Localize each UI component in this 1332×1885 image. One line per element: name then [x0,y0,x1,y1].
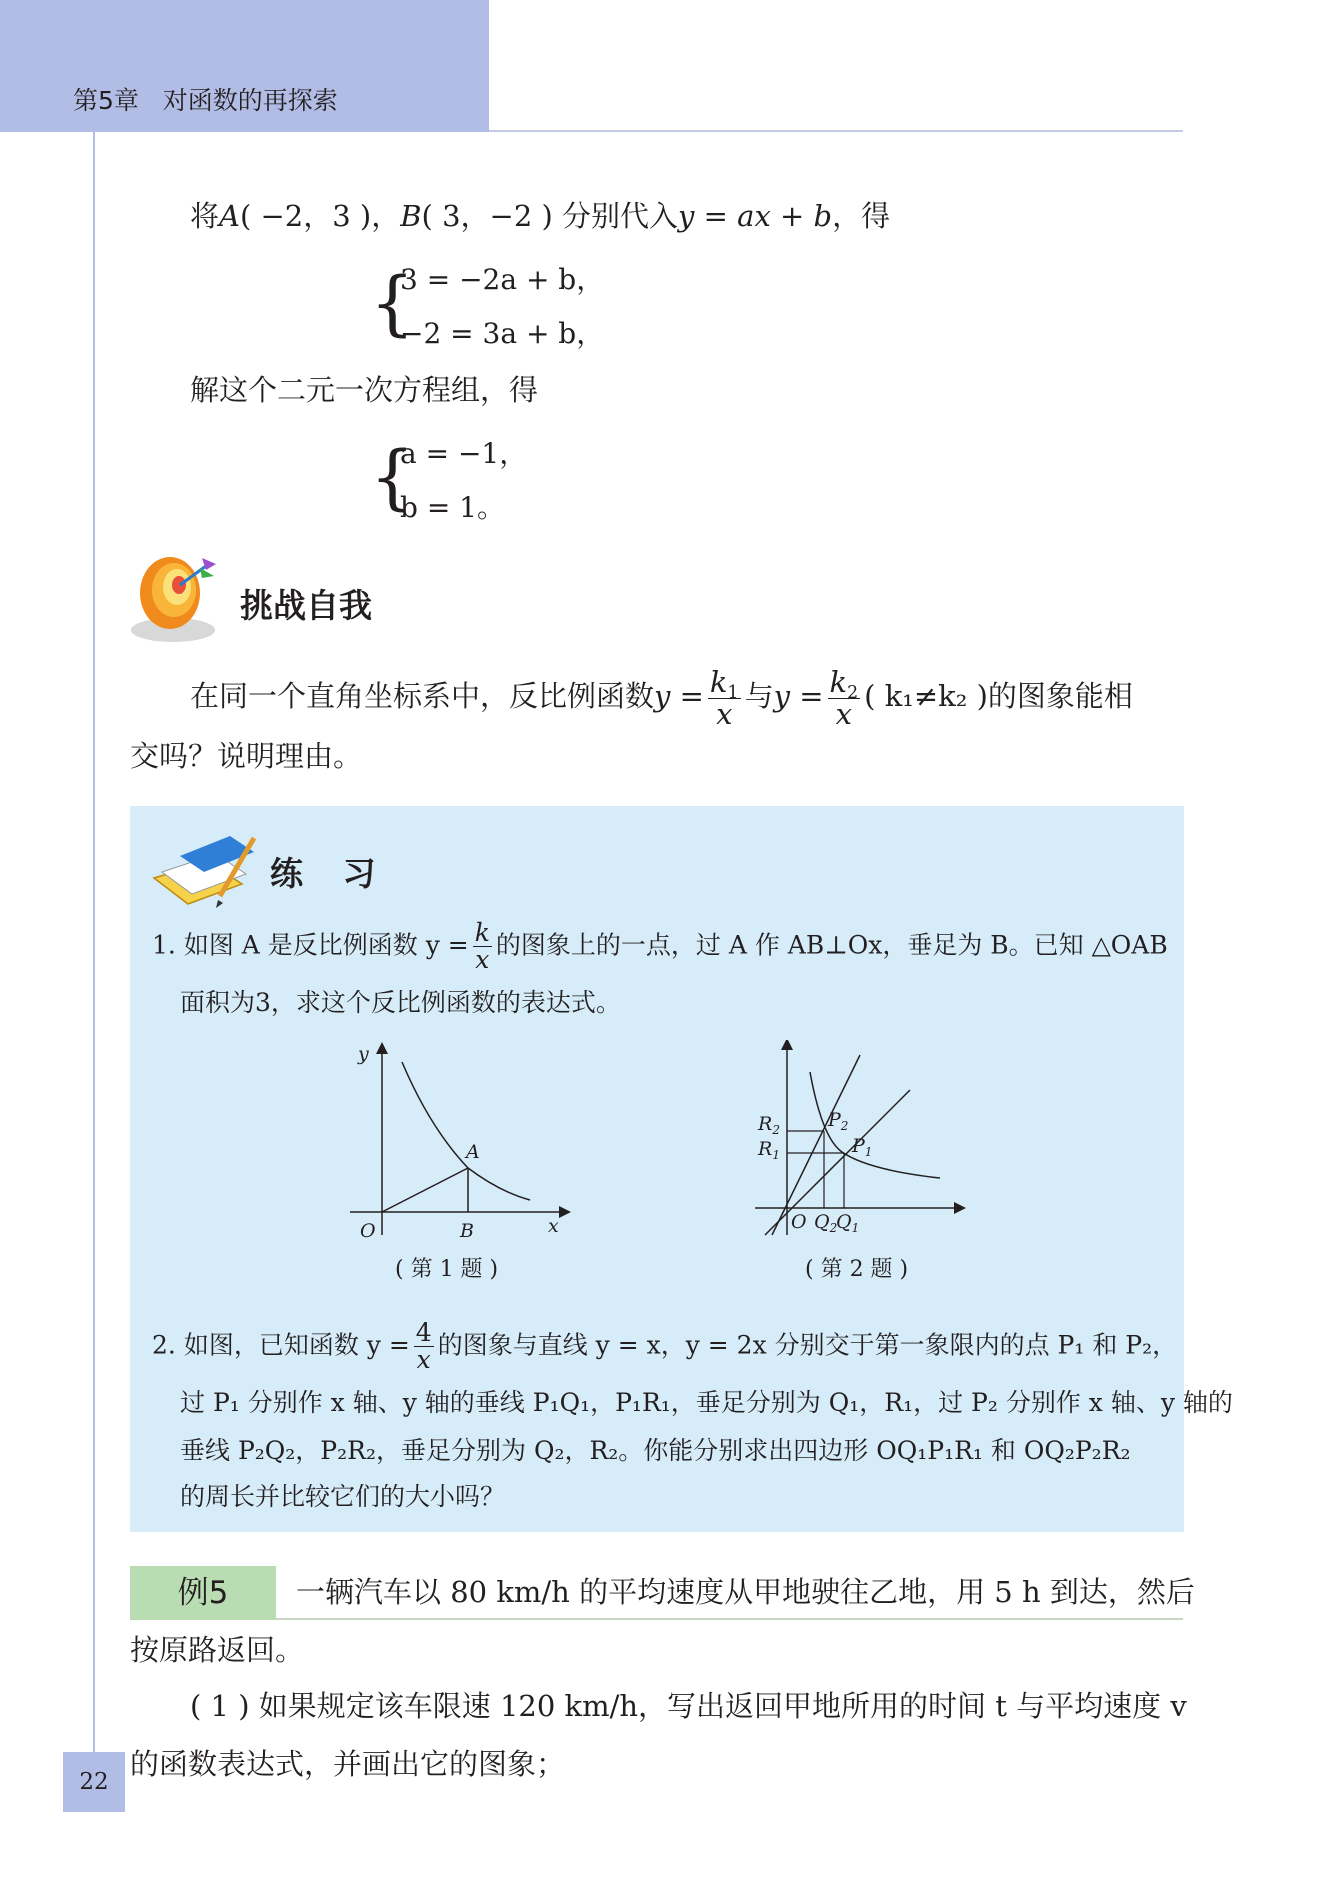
figure-1 [340,1040,580,1250]
q2-number: 2. [152,1330,176,1360]
system2-line2: b = 1。 [400,491,506,524]
frac2-den: x [835,696,852,731]
q1-text1: 如图 A 是反比例函数 y = [183,930,469,960]
k-condition: ( k₁≠k₂ ) [864,679,988,713]
system2-line1: a = −1， [400,437,528,470]
page-number: 22 [79,1769,109,1795]
header-rule [489,130,1183,132]
figure-2 [750,1040,970,1250]
with-word: 与 [744,679,774,713]
chapter-number: 第5章 [73,86,139,115]
linear-equation: y = ax + b [678,199,833,233]
fig2-label-q2: $Q_2$ [814,1211,838,1235]
challenge-title: 挑战自我 [240,586,372,625]
target-icon [128,548,228,648]
q1-number: 1. [152,930,176,960]
fig1-label-b: B [460,1220,474,1242]
system1-brace: { [370,262,415,344]
frac2-num: k [829,665,848,700]
frac1-num: k [709,665,728,700]
point-b-coords: ( 3，−2 ) 分别代入 [421,199,679,233]
fig2-label-o: O [791,1211,807,1233]
y-equals-2: y = [773,679,824,713]
chapter-header [73,81,338,117]
fig1-label-a: A [466,1141,480,1163]
frac2-sub: 2 [847,683,859,704]
solution-intro-line [190,186,890,246]
fig2-label-r2: $R_2$ [758,1113,780,1137]
fig1-curve [402,1062,530,1200]
example-text2: 按原路返回。 [130,1633,305,1667]
example-tag: 例5 [177,1575,229,1611]
q1-text2: 的图象上的一点，过 A 作 AB⊥Ox，垂足为 B。已知 △OAB [495,930,1168,960]
solution-intro-end: ，得 [832,199,891,233]
example-text1: 一辆汽车以 80 km/h 的平均速度从甲地驶往乙地，用 5 h 到达，然后 [296,1575,1195,1609]
challenge-text-line1 [190,666,1133,729]
point-b-label: B [400,199,422,233]
figure-2-caption: ( 第 2 题 ) [805,1257,909,1282]
point-a-coords: ( −2，3 )， [239,199,401,233]
fig2-label-p2: $P_2$ [828,1109,849,1133]
fig1-label-y: y [358,1043,369,1065]
q1-frac-den: x [475,945,490,975]
point-a-label: A [219,199,240,233]
left-margin-rule [93,132,95,1752]
fraction-k2-over-x [828,667,861,729]
challenge-text2: 的图象能相 [987,679,1133,713]
q2-frac-den: x [416,1345,431,1375]
chapter-title: 对函数的再探索 [162,86,338,115]
solve-text: 解这个二元一次方程组，得 [190,373,539,407]
q2-frac-num: 4 [415,1318,432,1347]
q2-text1b: 的图象与直线 y = x，y = 2x 分别交于第一象限内的点 P₁ 和 P₂， [437,1330,1178,1360]
exercise-title: 练 习 [270,854,390,893]
system2-brace: { [370,436,415,518]
q2-line4: 的周长并比较它们的大小吗？ [180,1482,506,1511]
challenge-text1: 在同一个直角坐标系中，反比例函数 [190,679,655,713]
q2-fraction [414,1320,434,1374]
fig1-line-oa [382,1168,468,1212]
fig1-label-o: O [360,1220,376,1242]
q2-line2: 过 P₁ 分别作 x 轴、y 轴的垂线 P₁Q₁，P₁R₁，垂足分别为 Q₁，R₁，过 P₂ 分别作 x 轴、y 轴的 [180,1388,1233,1417]
figure-1-caption: ( 第 1 题 ) [395,1257,499,1282]
frac1-den: x [716,696,733,731]
fig2-label-q1: $Q_1$ [836,1211,860,1235]
q1-line1 [152,920,1168,974]
fig2-label-r1: $R_1$ [758,1138,780,1162]
notebook-pencil-icon [150,826,260,916]
q1-line2: 面积为3，求这个反比例函数的表达式。 [180,988,621,1017]
example-text4: 的函数表达式，并画出它的图象； [130,1747,566,1781]
solution-intro: 将 [190,199,220,233]
q2-text1a: 如图，已知函数 y = [183,1330,410,1360]
y-equals: y = [654,679,704,713]
frac1-sub: 1 [727,683,739,704]
fig1-label-x: x [548,1215,559,1237]
example-text3: ( 1 ) 如果规定该车限速 120 km/h，写出返回甲地所用的时间 t 与平均速度 v [190,1689,1187,1723]
q2-line1 [152,1320,1177,1374]
q1-frac-num: k [474,918,490,947]
system1-line1: 3 = −2a + b， [400,263,605,296]
challenge-text-line2: 交吗？说明理由。 [130,739,363,773]
fraction-k1-over-x [708,667,741,729]
q2-line3: 垂线 P₂Q₂，P₂R₂，垂足分别为 Q₂，R₂。你能分别求出四边形 OQ₁P₁R₁ 和 OQ₂P₂R₂ [180,1436,1131,1465]
fig2-label-p1: $P_1$ [852,1135,873,1159]
system1-line2: −2 = 3a + b， [400,317,605,350]
q1-fraction [473,920,492,974]
